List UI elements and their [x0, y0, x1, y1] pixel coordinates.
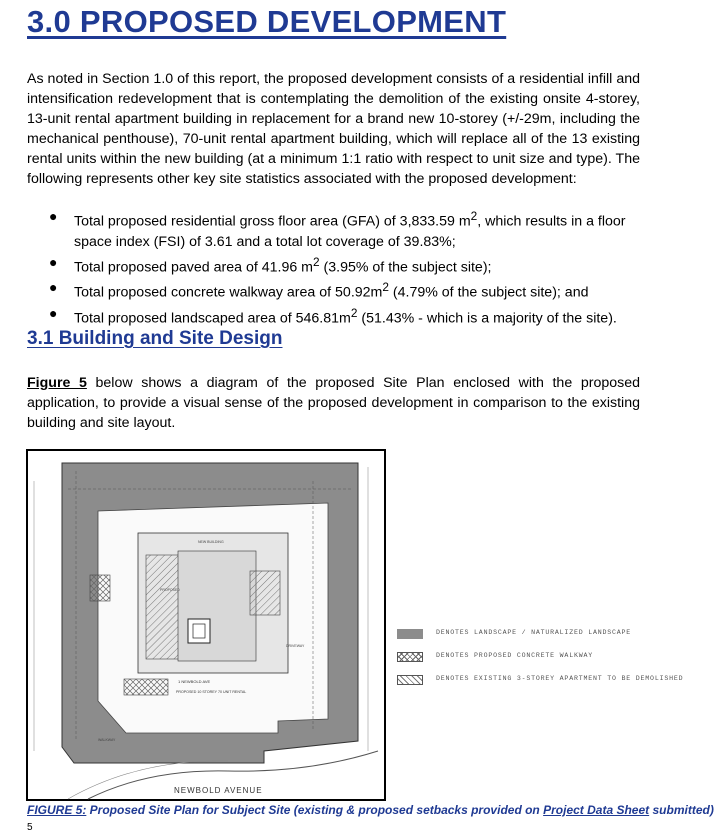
figure-caption: FIGURE 5: Proposed Site Plan for Subject Site (existing & proposed setbacks provided on Project Data Sheet submitted): [27, 803, 714, 817]
bullet-icon: ●: [49, 253, 58, 270]
svg-text:NEW BUILDING: NEW BUILDING: [198, 540, 224, 544]
page-number: 5: [27, 822, 33, 833]
legend-item: DENOTES EXISTING 3-STOREY APARTMENT TO BE DEMOLISHED: [397, 674, 667, 697]
list-item: ● Total proposed residential gross floor area (GFA) of 3,833.59 $m^2$, which results in a floor space index (FSI) of 3.61 and a total lot coverage of 39.83%;: [49, 208, 626, 250]
figure-paragraph: Figure 5 below shows a diagram of the proposed Site Plan enclosed with the proposed application, to provide a visual sense of the proposed development in comparison to the existing building and site layout.: [27, 375, 641, 431]
legend-item: DENOTES LANDSCAPE / NATURALIZED LANDSCAPE: [397, 628, 667, 651]
project-data-sheet-link[interactable]: Project Data Sheet: [543, 803, 650, 817]
site-plan-figure: [26, 449, 386, 801]
page-heading: 3.0 PROPOSED DEVELOPMENT: [27, 4, 507, 39]
bullet-icon: ●: [49, 208, 58, 224]
list-item: ● Total proposed concrete walkway area of $50.92m^2$ (4.79% of the subject site); and: [49, 279, 589, 302]
svg-text:1 NEWBOLD AVE: 1 NEWBOLD AVE: [178, 679, 211, 684]
site-statistics-list: [27, 206, 647, 329]
legend-item: DENOTES PROPOSED CONCRETE WALKWAY: [397, 651, 667, 674]
site-plan-legend: [397, 628, 684, 697]
intro-paragraph: As noted in Section 1.0 of this report, the proposed development consists of a residential infill and intensification redevelopment that is contemplating the demolition of the existing onsite 4-storey, 13-unit rental apartment building in replacement for a brand new 10-storey (+/-29m, including the mechanical penthouse), 70-unit rental apartment building, which will replace all of the 13 existing rental units within the new building (at a minimum 1:1 ratio with respect to unit size and type). The following represents other key site statistics associated with the proposed development:: [27, 71, 640, 187]
demolish-swatch: [397, 675, 423, 685]
site-plan-drawing: [28, 451, 384, 799]
list-item: ● Total proposed paved area of 41.96 $m^2$ (3.95% of the subject site);: [49, 253, 492, 276]
svg-text:NEWBOLD AVENUE: NEWBOLD AVENUE: [174, 786, 263, 795]
bullet-icon: ●: [49, 305, 58, 322]
landscape-swatch: [397, 629, 423, 639]
list-item: ● Total proposed landscaped area of $546.81m^2$ (51.43% - which is a majority of the site).: [49, 305, 617, 327]
bullet-icon: ●: [49, 279, 58, 296]
svg-text:DRIVEWAY: DRIVEWAY: [286, 644, 305, 648]
svg-text:PROPOSED 10 STOREY 70 UNIT REN: PROPOSED 10 STOREY 70 UNIT RENTAL: [176, 690, 247, 694]
walkway-swatch: [397, 652, 423, 662]
section-subheading: 3.1 Building and Site Design: [27, 328, 283, 349]
figure-reference: Figure 5: [27, 375, 87, 391]
svg-text:WALKWAY: WALKWAY: [98, 738, 116, 742]
svg-text:PROPOSED: PROPOSED: [160, 588, 180, 592]
